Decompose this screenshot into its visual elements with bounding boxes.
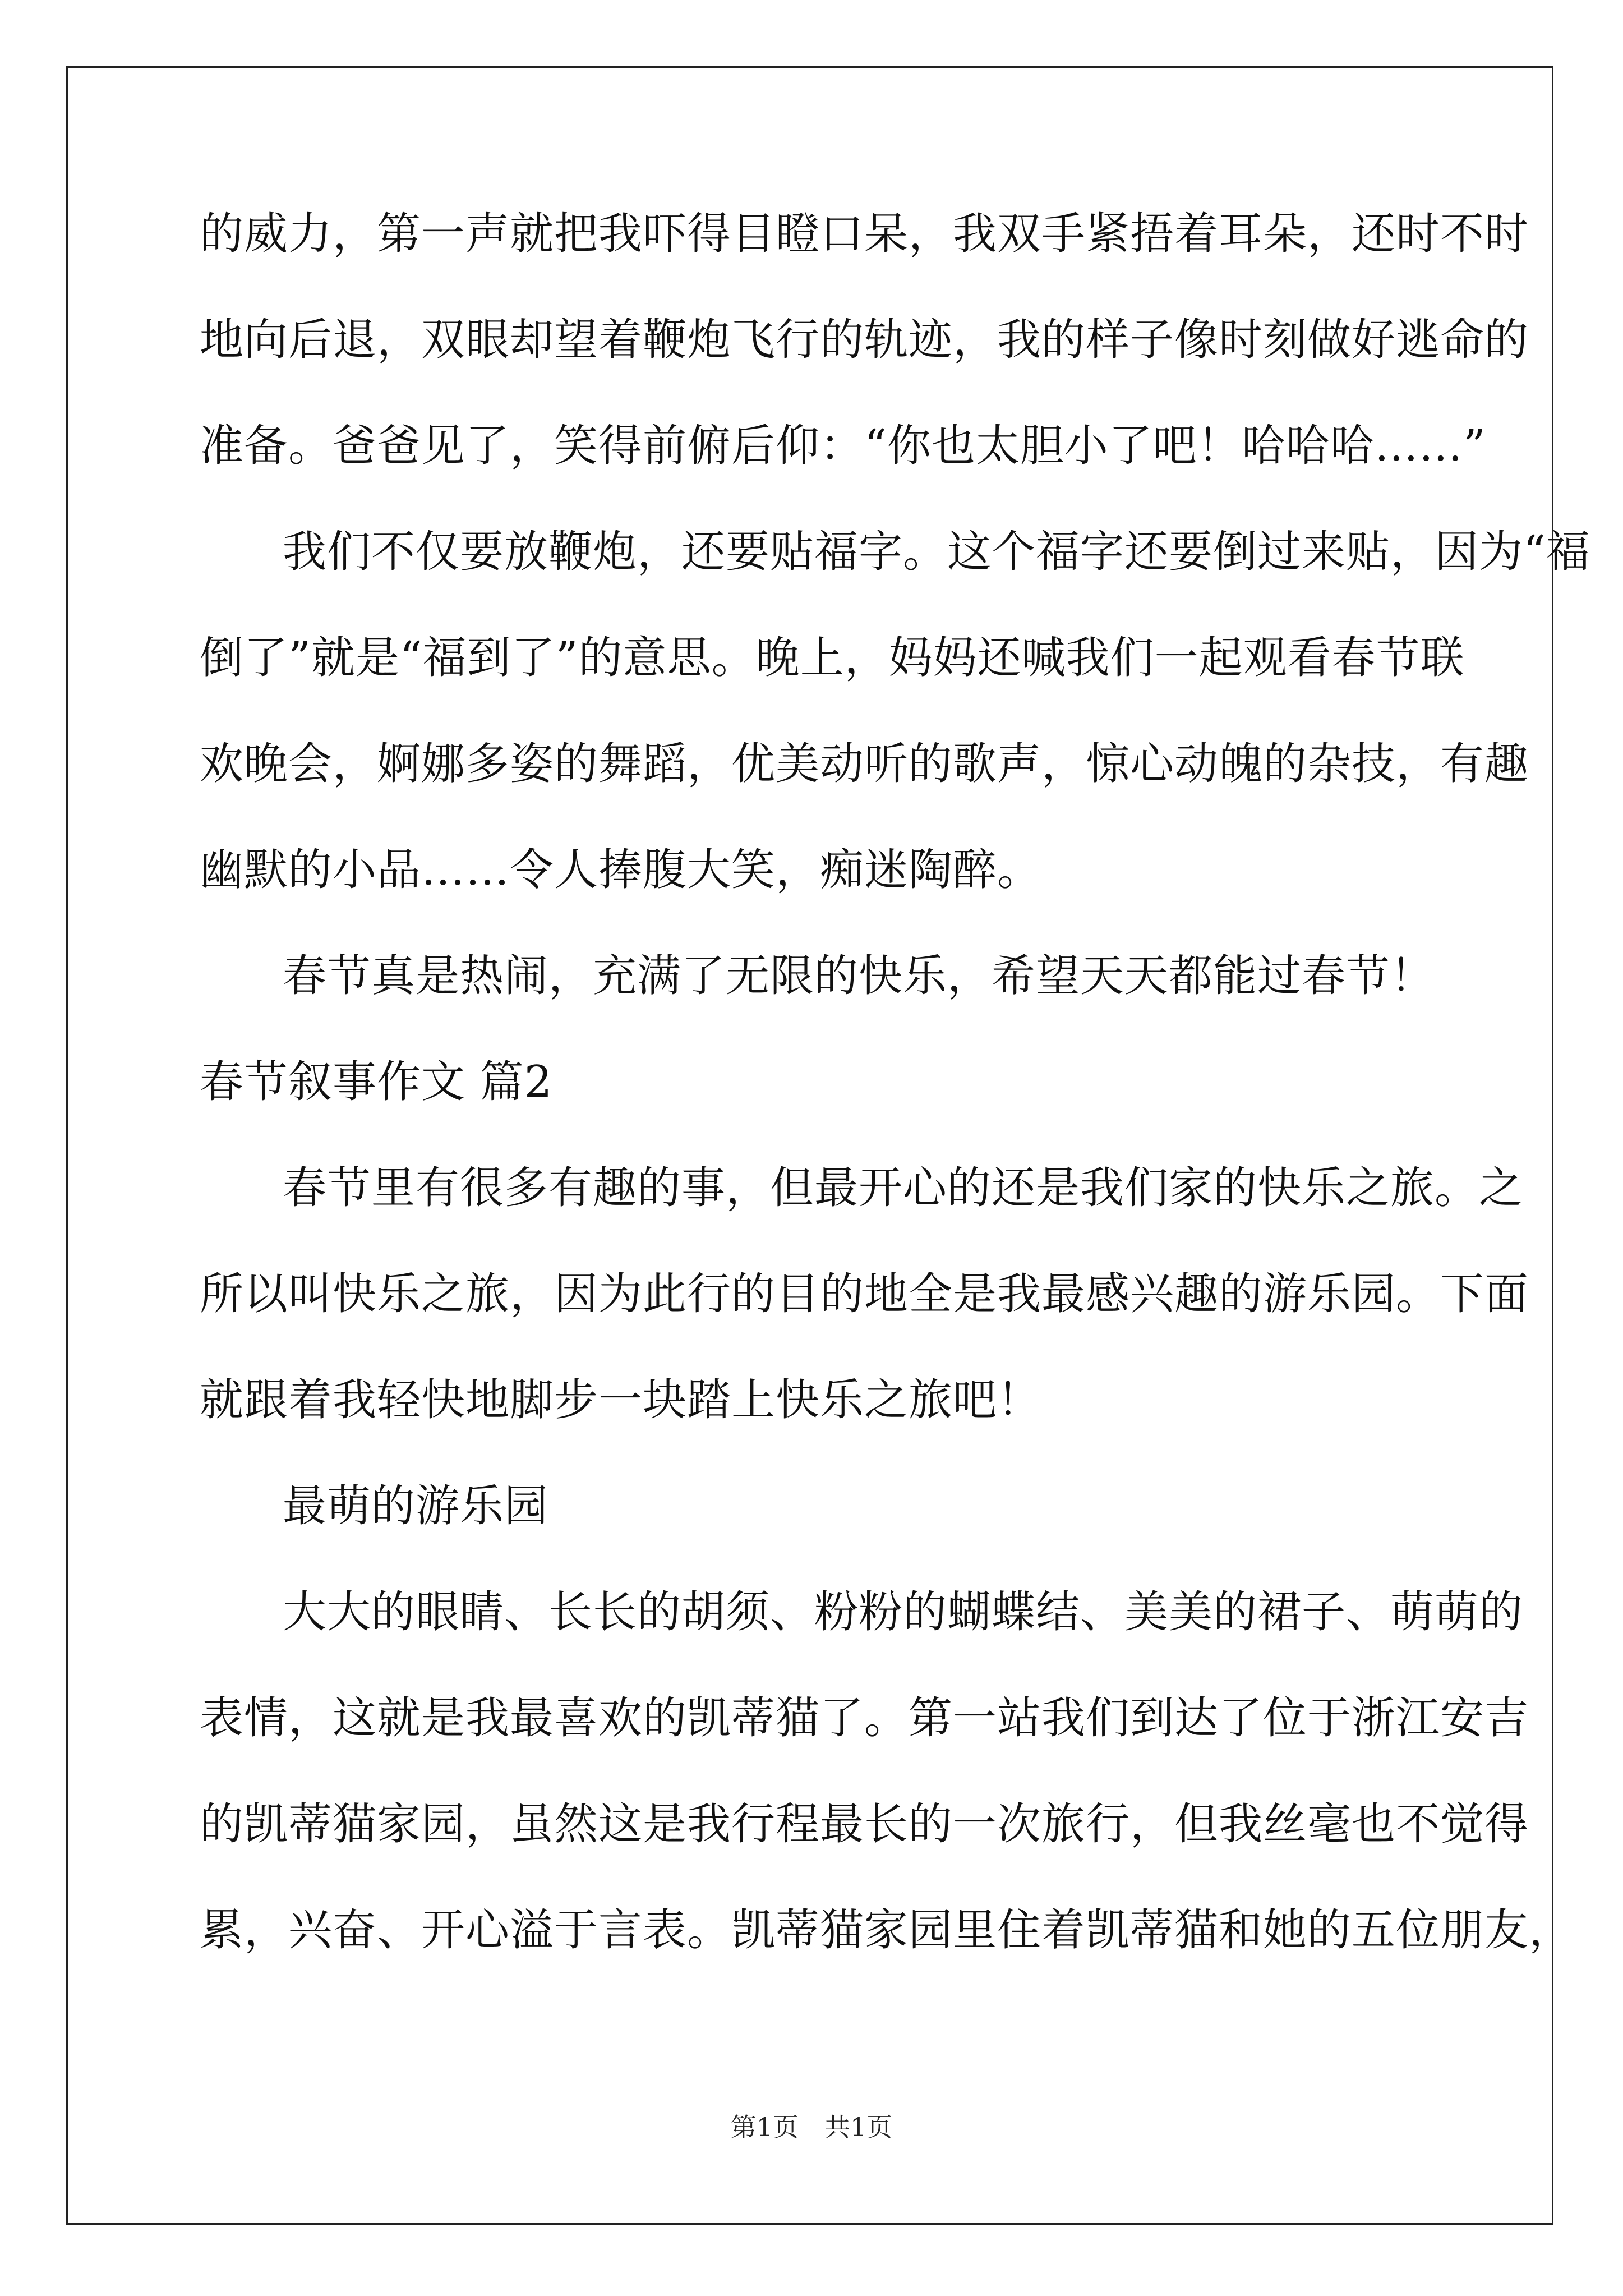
text-line: 准备。爸爸见了，笑得前俯后仰：“你也太胆小了吧！哈哈哈……”	[200, 421, 1486, 471]
text-line: 地向后退，双眼却望着鞭炮飞行的轨迹，我的样子像时刻做好逃命的	[200, 315, 1529, 365]
text-line: 幽默的小品……令人捧腹大笑，痴迷陶醉。	[200, 845, 1042, 895]
paragraph-start-line: 春节里有很多有趣的事，但最开心的还是我们家的快乐之旅。之	[283, 1163, 1524, 1213]
paragraph-start-line: 我们不仅要放鞭炮，还要贴福字。这个福字还要倒过来贴，因为“福	[283, 527, 1590, 577]
text-line: 倒了”就是“福到了”的意思。晚上，妈妈还喊我们一起观看春节联	[200, 633, 1465, 683]
text-line: 所以叫快乐之旅，因为此行的目的地全是我最感兴趣的游乐园。下面	[200, 1269, 1529, 1319]
text-line: 累，兴奋、开心溢于言表。凯蒂猫家园里住着凯蒂猫和她的五位朋友，	[200, 1905, 1574, 1955]
text-line: 的凯蒂猫家园，虽然这是我行程最长的一次旅行，但我丝毫也不觉得	[200, 1799, 1529, 1849]
paragraph-start-line: 春节真是热闹，充满了无限的快乐，希望天天都能过春节！	[283, 951, 1435, 1001]
subheading: 最萌的游乐园	[283, 1481, 549, 1531]
text-line: 的威力，第一声就把我吓得目瞪口呆，我双手紧捂着耳朵，还时不时	[200, 209, 1529, 259]
text-line: 欢晚会，婀娜多姿的舞蹈，优美动听的歌声，惊心动魄的杂技，有趣	[200, 739, 1529, 789]
paragraph-start-line: 大大的眼睛、长长的胡须、粉粉的蝴蝶结、美美的裙子、萌萌的	[283, 1587, 1524, 1637]
text-line: 表情，这就是我最喜欢的凯蒂猫了。第一站我们到达了位于浙江安吉	[200, 1693, 1529, 1743]
section-heading: 春节叙事作文 篇2	[200, 1057, 553, 1107]
page-number-footer: 第1页 共1页	[730, 2112, 893, 2142]
text-line: 就跟着我轻快地脚步一块踏上快乐之旅吧！	[200, 1375, 1042, 1425]
